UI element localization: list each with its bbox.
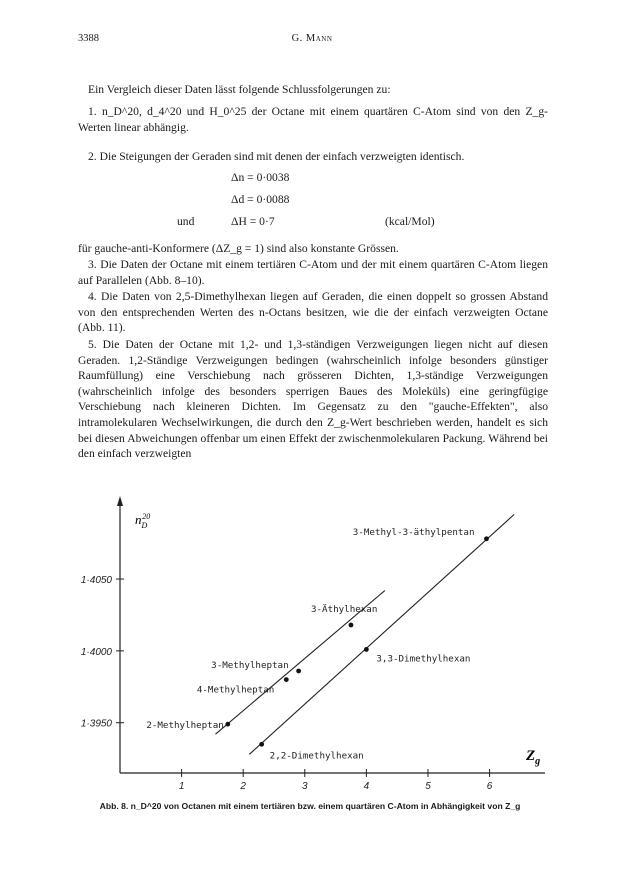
figure-caption: Abb. 8. n_D^20 von Octanen mit einem tertiären bzw. einem quartären C-Atom in Abhängigkeit von Z_g <box>99 801 521 811</box>
y-axis-label: $n_D20$ <box>135 512 151 530</box>
running-header-author: G. Mann <box>291 33 333 44</box>
x-axis-label: $Z_g$ <box>526 748 541 767</box>
point-label: 3-Methylheptan <box>211 659 289 671</box>
x-tick-label: 2 <box>240 781 246 792</box>
y-tick-label: 1·4050 <box>80 575 112 587</box>
y-ticks <box>81 575 124 730</box>
item-3: 3. Die Daten der Octane mit einem tertiären C-Atom und der mit einem quartären C-Atom liegen auf Parallelen (Abb. 8–10). <box>78 258 548 287</box>
item-2: 2. Die Steigungen der Geraden sind mit denen der einfach verzweigten identisch. <box>88 150 465 163</box>
data-point <box>225 722 230 727</box>
data-points <box>225 536 488 746</box>
equation-delta-h: ΔH = 0·7 <box>231 215 275 228</box>
y-axis-arrow <box>117 496 123 506</box>
page-number: 3388 <box>78 33 99 44</box>
x-tick-label: 5 <box>425 781 431 792</box>
point-labels <box>146 527 474 761</box>
data-point <box>364 647 369 652</box>
point-label: 2,2-Dimethylhexan <box>269 750 364 762</box>
data-point <box>284 677 289 682</box>
point-label: 3-Äthylhexan <box>310 604 378 616</box>
y-tick-label: 1·3950 <box>80 718 112 730</box>
x-tick-label: 3 <box>302 781 308 792</box>
x-tick-label: 6 <box>486 781 493 792</box>
x-tick-label: 4 <box>363 781 370 792</box>
equation-delta-d: Δd = 0·0088 <box>231 193 290 206</box>
data-point <box>259 742 264 747</box>
x-tick-label: 1 <box>178 781 185 792</box>
item-4: 4. Die Daten von 2,5-Dimethylhexan liegen auf Geraden, die einen doppelt so grossen Abstand von den entsprechenden Werten des n-Octans besitzen, wie die der einfach verzweigten Octane (Abb. 11). <box>78 290 548 335</box>
equation-unit: (kcal/Mol) <box>385 215 435 228</box>
item-1: 1. n_D^20, d_4^20 und H_0^25 der Octane mit einem quartären C-Atom sind von den Z_g-Werten linear abhängig. <box>78 105 548 134</box>
item-5: 5. Die Daten der Octane mit 1,2- und 1,3-ständigen Verzweigungen liegen nicht auf diesen Geraden. 1,2-Ständige Verzweigungen bedingen (wahrscheinlich infolge besonders günstiger Raumfüllung) eine Verschiebung nach grösseren Dichten, 1,3-ständige Verzweigungen (wahrscheinlich infolge des besonders sperrigen Baues des Moleküls) eine geringfügige Verschiebung nach kleineren Dichten. Im Gegensatz zu den "gauche-Effekten", also intramolekularen Wechselwirkungen, die durch den Z_g-Wert beschrieben werden, handelt es sich bei diesen Abweichungen offenbar um einen Effekt der zwischenmolekularen Packung. Während bei den einfach verzweigten <box>78 338 548 461</box>
series-line-1 <box>249 514 514 754</box>
point-label: 3-Methyl-3-äthylpentan <box>352 526 475 538</box>
point-label: 2-Methylheptan <box>146 720 224 732</box>
point-label: 4-Methylheptan <box>196 684 275 696</box>
data-point <box>484 536 489 541</box>
equation-und: und <box>177 215 195 228</box>
series-lines <box>215 514 514 754</box>
data-point <box>296 669 301 674</box>
chart-axes <box>117 496 545 773</box>
data-point <box>349 623 354 628</box>
intro-paragraph: Ein Vergleich dieser Daten lässt folgende Schlussfolgerungen zu: <box>88 83 391 96</box>
gauche-sentence: für gauche-anti-Konformere (ΔZ_g = 1) sind also konstante Grössen. <box>78 242 399 255</box>
y-tick-label: 1·4000 <box>80 646 112 658</box>
point-label: 3,3-Dimethylhexan <box>376 653 471 665</box>
equation-delta-n: Δn = 0·0038 <box>231 171 290 184</box>
